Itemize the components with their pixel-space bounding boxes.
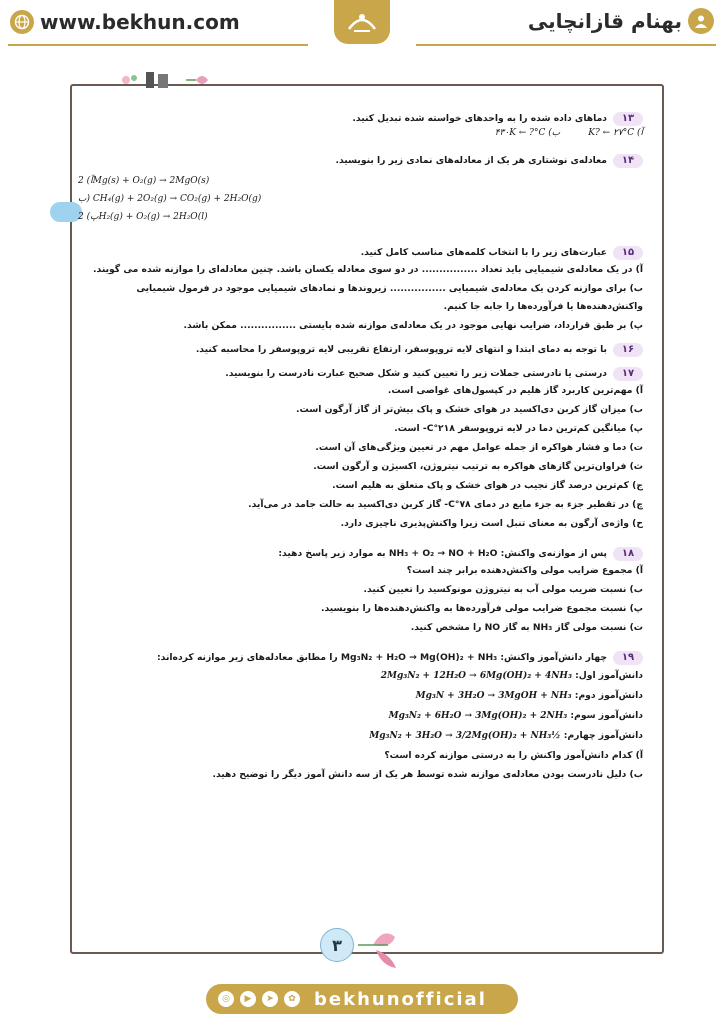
question-title: درستی یا نادرستی جملات زیر را تعیین کنید و شکل صحیح عبارت نادرست را بنویسید. <box>225 368 607 379</box>
question-19 <box>88 651 643 782</box>
site-url-text: www.bekhun.com <box>40 10 240 34</box>
part-a: آ) K? ← ۲۷°C <box>588 128 643 138</box>
header-divider-left <box>8 44 308 46</box>
question-title: معادله‌ی نوشتاری هر یک از معادله‌های نمادی زیر را بنویسید. <box>335 155 607 166</box>
question-title: عبارت‌های زیر را با انتخاب کلمه‌های مناسب کامل کنید. <box>360 247 607 258</box>
statement-d: ت) دما و فشار هواکره از جمله عوامل مهم در تعیین ویژگی‌های آن است. <box>315 442 643 453</box>
author-name-text: بهنام قازانچایی <box>527 9 682 33</box>
equation-c: پ) 2H₂(g) + O₂(g) → 2H₂O(l) <box>78 212 208 222</box>
student-4 <box>88 729 643 743</box>
statement-h: ح) واژه‌ی آرگون به معنای تنبل است زیرا واکنش‌پذیری ناچیزی دارد. <box>340 518 643 529</box>
question-17 <box>88 367 643 531</box>
question-18 <box>88 547 643 635</box>
question-parts <box>88 126 643 140</box>
social-handle[interactable]: bekhunofficial <box>314 988 487 1010</box>
question-number-badge: ۱۹ <box>613 651 643 665</box>
statement-c: پ) میانگین کم‌ترین دما در لایه تروپوسفر ۲۱۸°C- است. <box>394 423 643 434</box>
part-c: پ) نسبت مجموع ضرایب مولی فرآورده‌ها به واکنش‌دهنده‌ها را بنویسید. <box>320 603 643 614</box>
equation-b: ب) CH₄(g) + 2O₂(g) → CO₂(g) + 2H₂O(g) <box>78 194 262 204</box>
student-equation: Mg₃N₂ + 6H₂O → 3Mg(OH)₂ + 2NH₃ <box>388 711 568 721</box>
part-a: آ) مجموع ضرایب مولی واکنش‌دهنده برابر چند است؟ <box>406 565 643 576</box>
student-label: دانش‌آموز چهارم: <box>563 730 643 741</box>
author-name <box>528 8 714 34</box>
worksheet-content <box>78 112 643 792</box>
question-title: چهار دانش‌آموز واکنش: Mg₃N₂ + H₂O → Mg(OH)₂ + NH₃ را مطابق معادله‌های زیر موازنه کرده‌اند: <box>156 652 607 663</box>
youtube-icon[interactable]: ▶ <box>240 991 256 1007</box>
question-number-badge: ۱۵ <box>613 246 643 260</box>
question-15 <box>88 246 643 333</box>
instagram-icon[interactable]: ◎ <box>218 991 234 1007</box>
student-2 <box>88 689 643 703</box>
question-16 <box>88 343 643 357</box>
student-1 <box>88 669 643 683</box>
question-13 <box>88 112 643 140</box>
statement-a: آ) مهم‌ترین کاربرد گاز هلیم در کپسول‌های غواصی است. <box>387 385 643 396</box>
question-14 <box>78 154 643 224</box>
header-divider-right <box>416 44 716 46</box>
part-a: آ) در یک معادله‌ی شیمیایی باید تعداد ................ در دو سوی معادله یکسان باشد. چنین معادله‌ای را موازنه شده می گویند. <box>93 264 643 275</box>
social-footer <box>206 984 518 1014</box>
part-d: ت) نسبت مولی گاز NH₃ به گاز NO را مشخص کنید. <box>410 622 643 633</box>
question-number-badge: ۱۴ <box>613 154 643 168</box>
statement-f: ج) کم‌ترین درصد گاز نجیب در هوای خشک و پاک متعلق به هلیم است. <box>332 480 643 491</box>
question-number-badge: ۱۶ <box>613 343 643 357</box>
statement-g: چ) در تقطیر جزء به جزء مایع در دمای ۷۸°C- گاز کربن دی‌اکسید به حالت جامد در می‌آید. <box>248 499 643 510</box>
question-title: با توجه به دمای ابتدا و انتهای لایه تروپوسفر، ارتفاع تقریبی لایه تروپوسفر را محاسبه کنید. <box>195 344 607 355</box>
part-b: ب) ۴۳۰K ← ?°C <box>494 128 561 138</box>
page-header <box>0 0 724 46</box>
part-c: پ) بر طبق قرارداد، ضرایب نهایی موجود در یک معادله‌ی موازنه شده بایستی ................ ممکن باشد. <box>183 320 643 331</box>
student-label: دانش‌آموز اول: <box>575 670 643 681</box>
part-b: ب) نسبت ضریب مولی آب به نیتروژن مونوکسید را تعیین کنید. <box>363 584 643 595</box>
question-title: پس از موازنه‌ی واکنش: NH₃ + O₂ → NO + H₂O به موارد زیر پاسخ دهید: <box>278 548 607 559</box>
question-number-badge: ۱۷ <box>613 367 643 381</box>
student-equation: Mg₃N + 3H₂O → 3MgOH + NH₃ <box>415 691 572 701</box>
telegram-icon[interactable]: ➤ <box>262 991 278 1007</box>
globe-icon <box>10 10 34 34</box>
student-equation: ½Mg₃N₂ + 3H₂O → 3/2Mg(OH)₂ + NH₃ <box>369 731 561 741</box>
statement-b: ب) میزان گاز کربن دی‌اکسید در هوای خشک و پاک بیش‌تر از گاز آرگون است. <box>295 404 643 415</box>
question-title: دماهای داده شده را به واحدهای خواسته شده تبدیل کنید. <box>352 113 607 124</box>
page-number: ۳ <box>320 928 354 962</box>
user-icon <box>688 8 714 34</box>
brand-logo-icon <box>334 0 390 44</box>
flower-decoration-icon <box>116 68 216 92</box>
part-b: ب) دلیل نادرست بودن معادله‌ی موازنه شده توسط هر یک از سه دانش آموز دیگر را توضیح دهید. <box>212 769 643 780</box>
student-equation: 2Mg₃N₂ + 12H₂O → 6Mg(OH)₂ + 4NH₃ <box>380 671 572 681</box>
student-label: دانش‌آموز دوم: <box>574 690 643 701</box>
site-url[interactable] <box>10 10 240 34</box>
statement-e: ث) فراوان‌ترین گازهای هواکره به ترتیب نیتروژن، اکسیژن و آرگون است. <box>313 461 643 472</box>
student-label: دانش‌آموز سوم: <box>570 710 643 721</box>
part-a: آ) کدام دانش‌آموز واکنش را به درستی موازنه کرده است؟ <box>384 750 643 761</box>
student-3 <box>88 709 643 723</box>
equation-a: آ) 2Mg(s) + O₂(g) → 2MgO(s) <box>78 176 210 186</box>
question-number-badge: ۱۳ <box>613 112 643 126</box>
aparat-icon[interactable]: ✿ <box>284 991 300 1007</box>
part-b: ب) برای موازنه کردن یک معادله‌ی شیمیایی ................ زیروندها و نمادهای شیمیایی موجود در فرمول شیمیایی واکنش‌دهنده‌ها یا فرآورده‌ها را جابه جا کنیم. <box>136 283 643 312</box>
question-number-badge: ۱۸ <box>613 547 643 561</box>
